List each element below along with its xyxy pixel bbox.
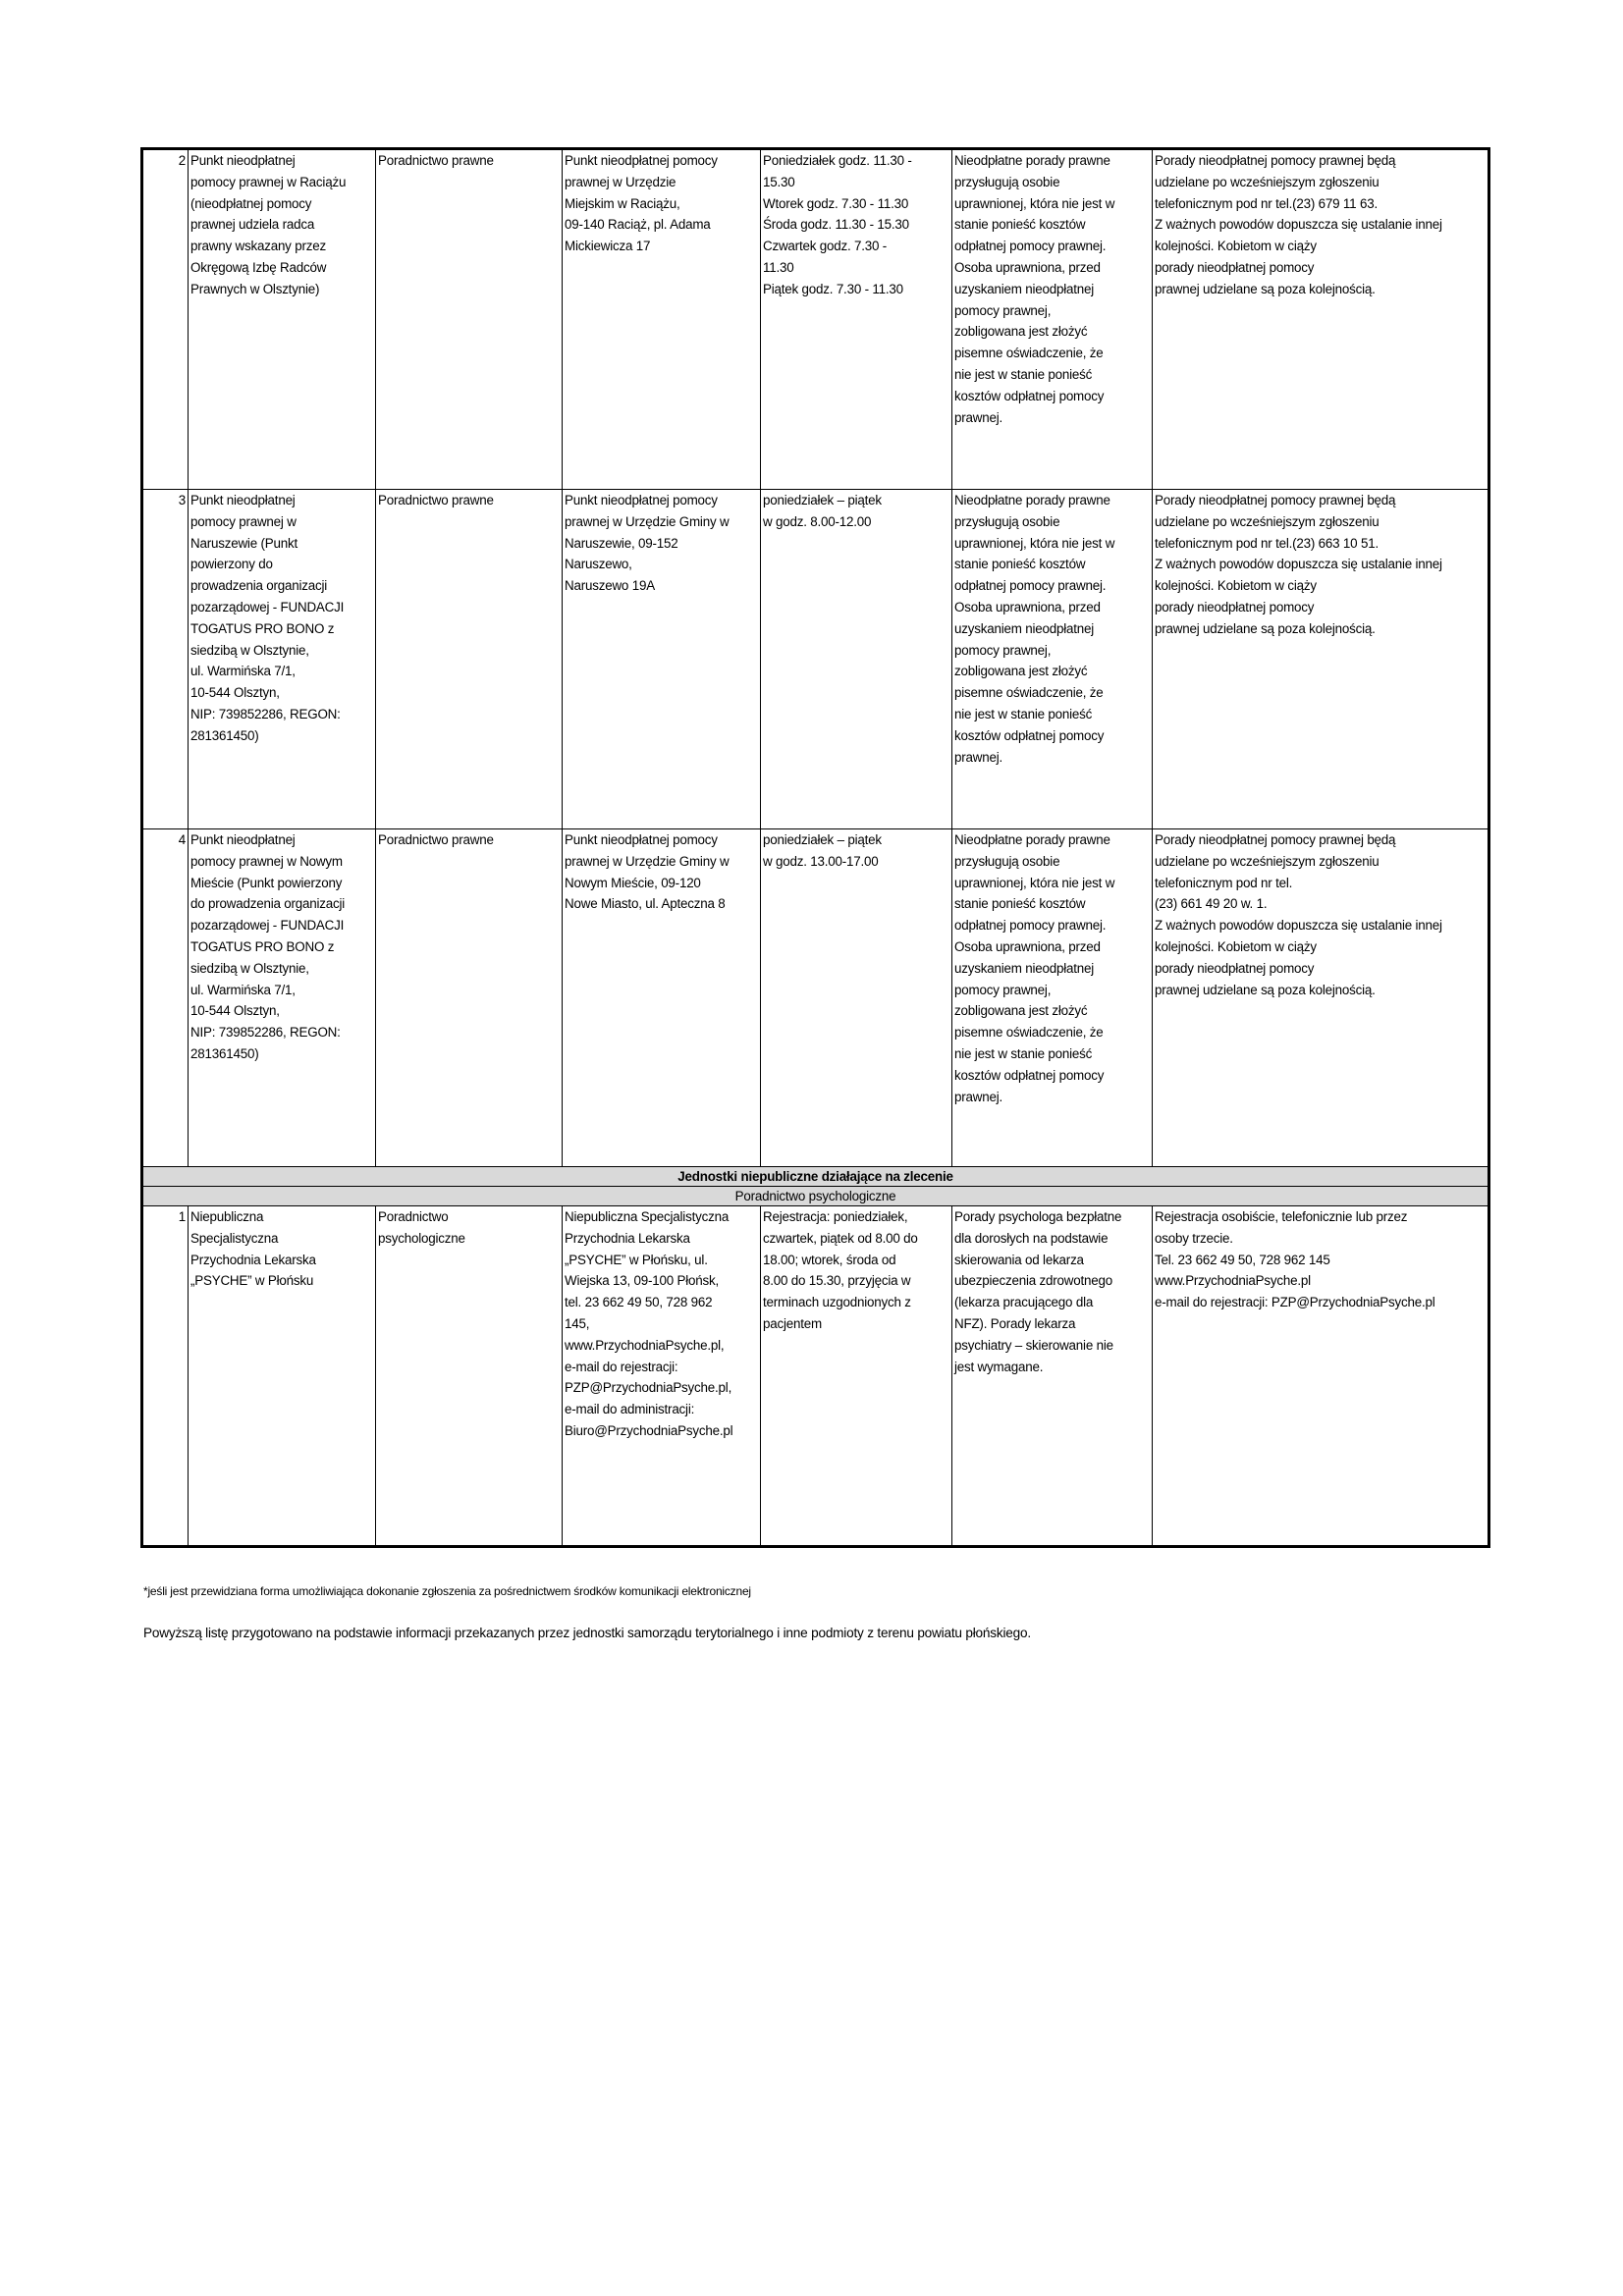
address: Niepubliczna Specjalistyczna Przychodnia Lekarska „PSYCHE” w Płońsku, ul. Wiejska 13, 09-100 Płońsk, tel. 23 662 49 50, 728 962 145, www.PrzychodniaPsyche.pl, e-mail do rejestracji: PZP@PrzychodniaPsyche.pl, e-mail do administracji: Biuro@PrzychodniaPsyche.pl xyxy=(563,1206,761,1547)
services-table xyxy=(140,147,1490,1548)
row-number: 3 xyxy=(142,490,189,829)
entity-name: Punkt nieodpłatnej pomocy prawnej w Raciążu (nieodpłatnej pomocy prawnej udziela radca prawny wskazany przez Okręgową Izbę Radców Prawnych w Olsztynie) xyxy=(189,149,376,490)
opening-hours: poniedziałek – piątek w godz. 13.00-17.00 xyxy=(761,829,952,1167)
service-type: Poradnictwo prawne xyxy=(376,490,563,829)
row-number: 2 xyxy=(142,149,189,490)
section-header: Jednostki niepubliczne działające na zlecenie xyxy=(142,1167,1489,1187)
service-type: Poradnictwo prawne xyxy=(376,829,563,1167)
entity-name: Punkt nieodpłatnej pomocy prawnej w Naruszewie (Punkt powierzony do prowadzenia organizacji pozarządowej - FUNDACJI TOGATUS PRO BONO z siedzibą w Olsztynie, ul. Warmińska 7/1, 10-544 Olsztyn, NIP: 739852286, REGON: 281361450) xyxy=(189,490,376,829)
service-type: Poradnictwo prawne xyxy=(376,149,563,490)
address: Punkt nieodpłatnej pomocy prawnej w Urzędzie Gminy w Nowym Mieście, 09-120 Nowe Miasto, ul. Apteczna 8 xyxy=(563,829,761,1167)
row-number: 4 xyxy=(142,829,189,1167)
table-row xyxy=(142,490,1489,829)
entity-name: Punkt nieodpłatnej pomocy prawnej w Nowym Mieście (Punkt powierzony do prowadzenia organizacji pozarządowej - FUNDACJI TOGATUS PRO BONO z siedzibą w Olsztynie, ul. Warmińska 7/1, 10-544 Olsztyn, NIP: 739852286, REGON: 281361450) xyxy=(189,829,376,1167)
address: Punkt nieodpłatnej pomocy prawnej w Urzędzie Gminy w Naruszewie, 09-152 Naruszewo, Naruszewo 19A xyxy=(563,490,761,829)
registration-info: Porady nieodpłatnej pomocy prawnej będą udzielane po wcześniejszym zgłoszeniu telefonicznym pod nr tel.(23) 679 11 63. Z ważnych powodów dopuszcza się ustalanie innej kolejności. Kobietom w ciąży porady nieodpłatnej pomocy prawnej udzielane są poza kolejnością. xyxy=(1153,149,1489,490)
opening-hours: Rejestracja: poniedziałek, czwartek, piątek od 8.00 do 18.00; wtorek, środa od 8.00 do 15.30, przyjęcia w terminach uzgodnionych z pacjentem xyxy=(761,1206,952,1547)
opening-hours: Poniedziałek godz. 11.30 - 15.30 Wtorek godz. 7.30 - 11.30 Środa godz. 11.30 - 15.30 Czwartek godz. 7.30 - 11.30 Piątek godz. 7.30 - 11.30 xyxy=(761,149,952,490)
footnote: *jeśli jest przewidziana forma umożliwiająca dokonanie zgłoszenia za pośrednictwem środków komunikacji elektronicznej xyxy=(143,1584,751,1598)
subsection-header-row xyxy=(142,1187,1489,1206)
address: Punkt nieodpłatnej pomocy prawnej w Urzędzie Miejskim w Raciążu, 09-140 Raciąż, pl. Adama Mickiewicza 17 xyxy=(563,149,761,490)
service-type: Poradnictwo psychologiczne xyxy=(376,1206,563,1547)
source-note: Powyższą listę przygotowano na podstawie informacji przekazanych przez jednostki samorządu terytorialnego i inne podmioty z terenu powiatu płońskiego. xyxy=(143,1626,1031,1640)
eligibility: Porady psychologa bezpłatne dla dorosłych na podstawie skierowania od lekarza ubezpieczenia zdrowotnego (lekarza pracującego dla NFZ). Porady lekarza psychiatry – skierowanie nie jest wymagane. xyxy=(952,1206,1153,1547)
eligibility: Nieodpłatne porady prawne przysługują osobie uprawnionej, która nie jest w stanie ponieść kosztów odpłatnej pomocy prawnej. Osoba uprawniona, przed uzyskaniem nieodpłatnej pomocy prawnej, zobligowana jest złożyć pisemne oświadczenie, że nie jest w stanie ponieść kosztów odpłatnej pomocy prawnej. xyxy=(952,149,1153,490)
opening-hours: poniedziałek – piątek w godz. 8.00-12.00 xyxy=(761,490,952,829)
eligibility: Nieodpłatne porady prawne przysługują osobie uprawnionej, która nie jest w stanie ponieść kosztów odpłatnej pomocy prawnej. Osoba uprawniona, przed uzyskaniem nieodpłatnej pomocy prawnej, zobligowana jest złożyć pisemne oświadczenie, że nie jest w stanie ponieść kosztów odpłatnej pomocy prawnej. xyxy=(952,490,1153,829)
table-row xyxy=(142,829,1489,1167)
registration-info: Porady nieodpłatnej pomocy prawnej będą udzielane po wcześniejszym zgłoszeniu telefonicznym pod nr tel.(23) 663 10 51. Z ważnych powodów dopuszcza się ustalanie innej kolejności. Kobietom w ciąży porady nieodpłatnej pomocy prawnej udzielane są poza kolejnością. xyxy=(1153,490,1489,829)
subsection-header: Poradnictwo psychologiczne xyxy=(142,1187,1489,1206)
table-row xyxy=(142,149,1489,490)
section-header-row xyxy=(142,1167,1489,1187)
registration-info: Rejestracja osobiście, telefonicznie lub przez osoby trzecie. Tel. 23 662 49 50, 728 962 145 www.PrzychodniaPsyche.pl e-mail do rejestracji: PZP@PrzychodniaPsyche.pl xyxy=(1153,1206,1489,1547)
row-number: 1 xyxy=(142,1206,189,1547)
entity-name: Niepubliczna Specjalistyczna Przychodnia Lekarska „PSYCHE” w Płońsku xyxy=(189,1206,376,1547)
table-row xyxy=(142,1206,1489,1547)
eligibility: Nieodpłatne porady prawne przysługują osobie uprawnionej, która nie jest w stanie ponieść kosztów odpłatnej pomocy prawnej. Osoba uprawniona, przed uzyskaniem nieodpłatnej pomocy prawnej, zobligowana jest złożyć pisemne oświadczenie, że nie jest w stanie ponieść kosztów odpłatnej pomocy prawnej. xyxy=(952,829,1153,1167)
registration-info: Porady nieodpłatnej pomocy prawnej będą udzielane po wcześniejszym zgłoszeniu telefonicznym pod nr tel. (23) 661 49 20 w. 1. Z ważnych powodów dopuszcza się ustalanie innej kolejności. Kobietom w ciąży porady nieodpłatnej pomocy prawnej udzielane są poza kolejnością. xyxy=(1153,829,1489,1167)
